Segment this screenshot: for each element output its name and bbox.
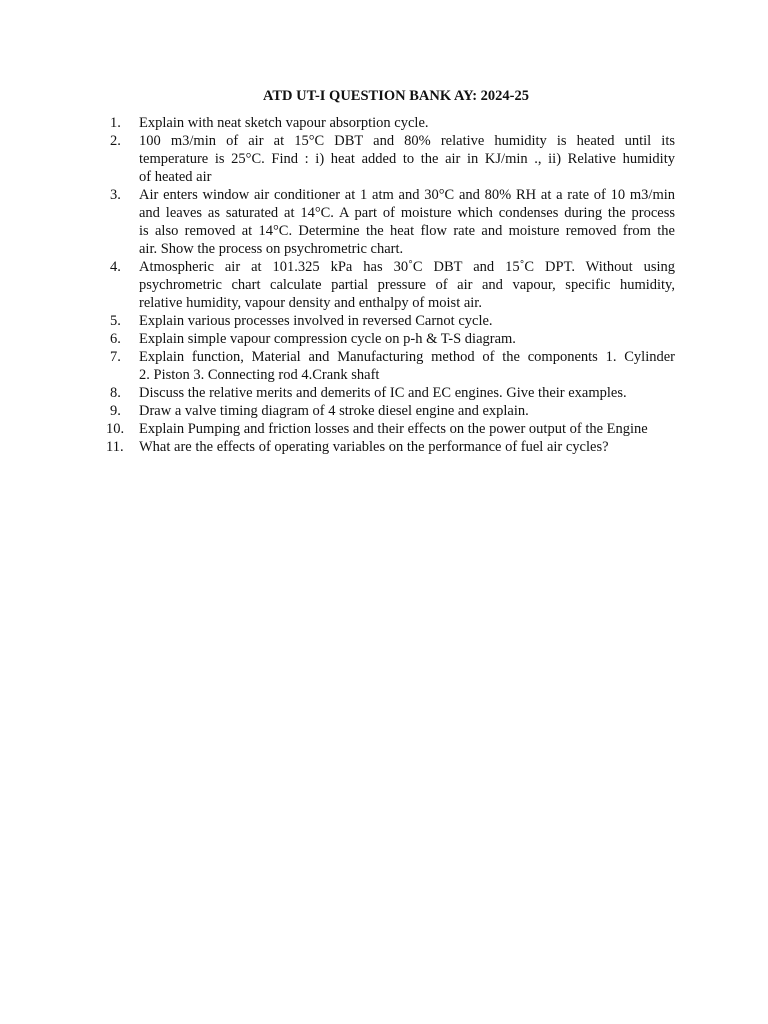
question-line: is also removed at 14°C. Determine the heat flow rate and moisture removed from the xyxy=(139,223,675,239)
question-item xyxy=(106,438,675,456)
question-line: Atmospheric air at 101.325 kPa has 30˚C DBT and 15˚C DPT. Without using xyxy=(139,259,675,275)
question-number: 3. xyxy=(110,187,121,203)
question-number: 10. xyxy=(106,421,125,437)
question-text xyxy=(139,330,675,348)
question-line: of heated air xyxy=(139,169,212,185)
question-line: 100 m3/min of air at 15°C DBT and 80% relative humidity is heated until its xyxy=(139,133,675,149)
question-line: Explain with neat sketch vapour absorption cycle. xyxy=(139,115,429,131)
question-number: 6. xyxy=(110,331,121,347)
question-line: Explain Pumping and friction losses and their effects on the power output of the Engine xyxy=(139,421,648,437)
question-number: 7. xyxy=(110,349,121,365)
question-line: psychrometric chart calculate partial pressure of air and vapour, specific humidity, xyxy=(139,277,675,293)
question-number: 4. xyxy=(110,259,121,275)
question-line: Explain function, Material and Manufacturing method of the components 1. Cylinder xyxy=(139,349,675,365)
question-text xyxy=(139,420,675,438)
question-number: 11. xyxy=(106,439,124,455)
question-line: air. Show the process on psychrometric chart. xyxy=(139,241,404,257)
question-line: relative humidity, vapour density and enthalpy of moist air. xyxy=(139,295,482,311)
question-line: temperature is 25°C. Find : i) heat added to the air in KJ/min ., ii) Relative humidity xyxy=(139,151,675,167)
question-text xyxy=(139,384,675,402)
question-line: Draw a valve timing diagram of 4 stroke diesel engine and explain. xyxy=(139,403,529,419)
question-item xyxy=(106,420,675,438)
question-text xyxy=(139,132,675,186)
question-text xyxy=(139,186,675,258)
question-text xyxy=(139,438,675,456)
question-item xyxy=(110,114,675,132)
question-item xyxy=(110,384,675,402)
question-number: 9. xyxy=(110,403,121,419)
question-number: 5. xyxy=(110,313,121,329)
question-line: and leaves as saturated at 14°C. A part of moisture which condenses during the process xyxy=(139,205,675,221)
question-number: 1. xyxy=(110,115,121,131)
question-text xyxy=(139,114,675,132)
question-line: What are the effects of operating variables on the performance of fuel air cycles? xyxy=(139,439,609,455)
question-item xyxy=(110,402,675,420)
question-line: Explain simple vapour compression cycle on p-h & T-S diagram. xyxy=(139,331,516,347)
question-item xyxy=(110,132,675,186)
question-text xyxy=(139,402,675,420)
question-text xyxy=(139,258,675,312)
question-number: 8. xyxy=(110,385,121,401)
question-text xyxy=(139,348,675,384)
question-number: 2. xyxy=(110,133,121,149)
question-list xyxy=(106,114,675,456)
question-item xyxy=(110,348,675,384)
question-line: Air enters window air conditioner at 1 atm and 30°C and 80% RH at a rate of 10 m3/min xyxy=(139,187,675,203)
question-line: 2. Piston 3. Connecting rod 4.Crank shaft xyxy=(139,367,380,383)
question-text xyxy=(139,312,675,330)
question-item xyxy=(110,330,675,348)
question-item xyxy=(110,186,675,258)
question-item xyxy=(110,258,675,312)
question-line: Discuss the relative merits and demerits of IC and EC engines. Give their examples. xyxy=(139,385,627,401)
document-title: ATD UT-I QUESTION BANK AY: 2024-25 xyxy=(262,88,530,104)
question-line: Explain various processes involved in reversed Carnot cycle. xyxy=(139,313,493,329)
question-item xyxy=(110,312,675,330)
